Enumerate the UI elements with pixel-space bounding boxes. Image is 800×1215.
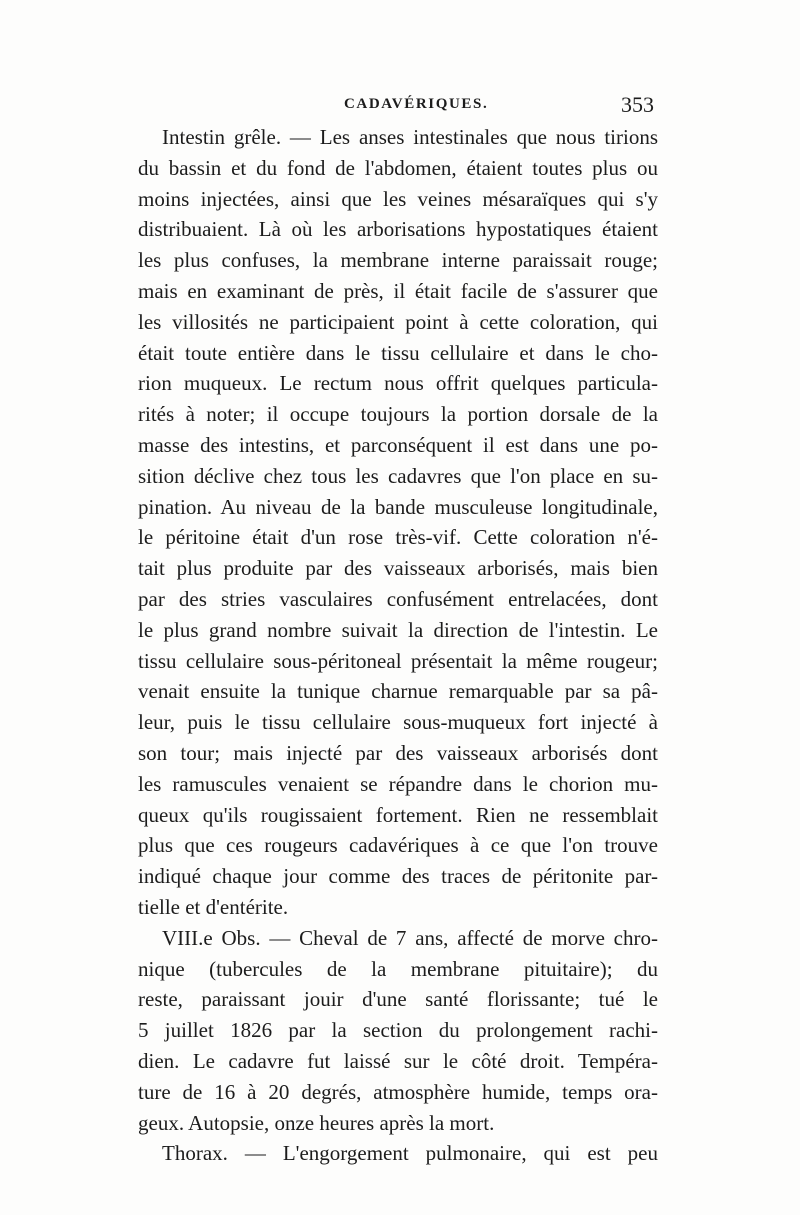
text-line: 5 juillet 1826 par la section du prolongement rachi-: [138, 1018, 658, 1043]
text-line: ture de 16 à 20 degrés, atmosphère humide, temps ora-: [138, 1079, 658, 1104]
text-line: mais en examinant de près, il était facile de s'assurer que: [138, 278, 658, 303]
text-line: moins injectées, ainsi que les veines mésaraïques qui s'y: [138, 186, 658, 211]
text-line: indiqué chaque jour comme des traces de péritonite par-: [138, 864, 658, 889]
text-line: tait plus produite par des vaisseaux arborisés, mais bien: [138, 556, 658, 581]
text-line: Thorax. — L'engorgement pulmonaire, qui est peu: [162, 1141, 658, 1166]
running-head: CADAVÉRIQUES.: [344, 96, 489, 112]
text-line: sition déclive chez tous les cadavres que l'on place en su-: [138, 463, 658, 488]
text-line: pination. Au niveau de la bande musculeuse longitudinale,: [138, 494, 658, 519]
text-line: reste, paraissant jouir d'une santé florissante; tué le: [138, 987, 658, 1012]
text-line: queux qu'ils rougissaient fortement. Rien ne ressemblait: [138, 802, 658, 827]
text-line: geux. Autopsie, onze heures après la mort.: [138, 1110, 495, 1135]
text-line: distribuaient. Là où les arborisations hypostatiques étaient: [138, 217, 658, 242]
text-line: leur, puis le tissu cellulaire sous-muqueux fort injecté à: [138, 710, 658, 735]
text-line: son tour; mais injecté par des vaisseaux arborisés dont: [138, 740, 658, 765]
text-line: tissu cellulaire sous-péritoneal présentait la même rougeur;: [138, 648, 658, 673]
text-line: nique (tubercules de la membrane pituitaire); du: [138, 956, 658, 981]
body-text: [138, 122, 658, 1169]
text-line: du bassin et du fond de l'abdomen, étaient toutes plus ou: [138, 155, 658, 180]
text-line: Intestin grêle. — Les anses intestinales que nous tirions: [162, 125, 658, 149]
text-line: par des stries vasculaires confusément entrelacées, dont: [138, 586, 658, 611]
text-line: les plus confuses, la membrane interne paraissait rouge;: [138, 248, 658, 273]
text-line: venait ensuite la tunique charnue remarquable par sa pâ-: [138, 679, 658, 704]
text-line: rion muqueux. Le rectum nous offrit quelques particula-: [138, 371, 658, 396]
text-line: les villosités ne participaient point à cette coloration, qui: [138, 309, 658, 334]
text-line: les ramuscules venaient se répandre dans le chorion mu-: [138, 771, 658, 796]
text-line: plus que ces rougeurs cadavériques à ce que l'on trouve: [138, 833, 658, 858]
text-line: le péritoine était d'un rose très-vif. Cette coloration n'é-: [138, 525, 658, 550]
text-line: masse des intestins, et parconséquent il est dans une po-: [138, 432, 658, 457]
text-line: était toute entière dans le tissu cellulaire et dans le cho-: [138, 340, 658, 365]
page-number: 353: [621, 92, 654, 117]
text-line: le plus grand nombre suivait la direction de l'intestin. Le: [138, 617, 658, 642]
text-line: rités à noter; il occupe toujours la portion dorsale de la: [138, 402, 658, 427]
page-header: [138, 92, 658, 122]
text-line: dien. Le cadavre fut laissé sur le côté droit. Tempéra-: [138, 1048, 658, 1073]
text-line: tielle et d'entérite.: [138, 894, 289, 919]
text-line: VIII.e Obs. — Cheval de 7 ans, affecté de morve chro-: [162, 925, 658, 950]
